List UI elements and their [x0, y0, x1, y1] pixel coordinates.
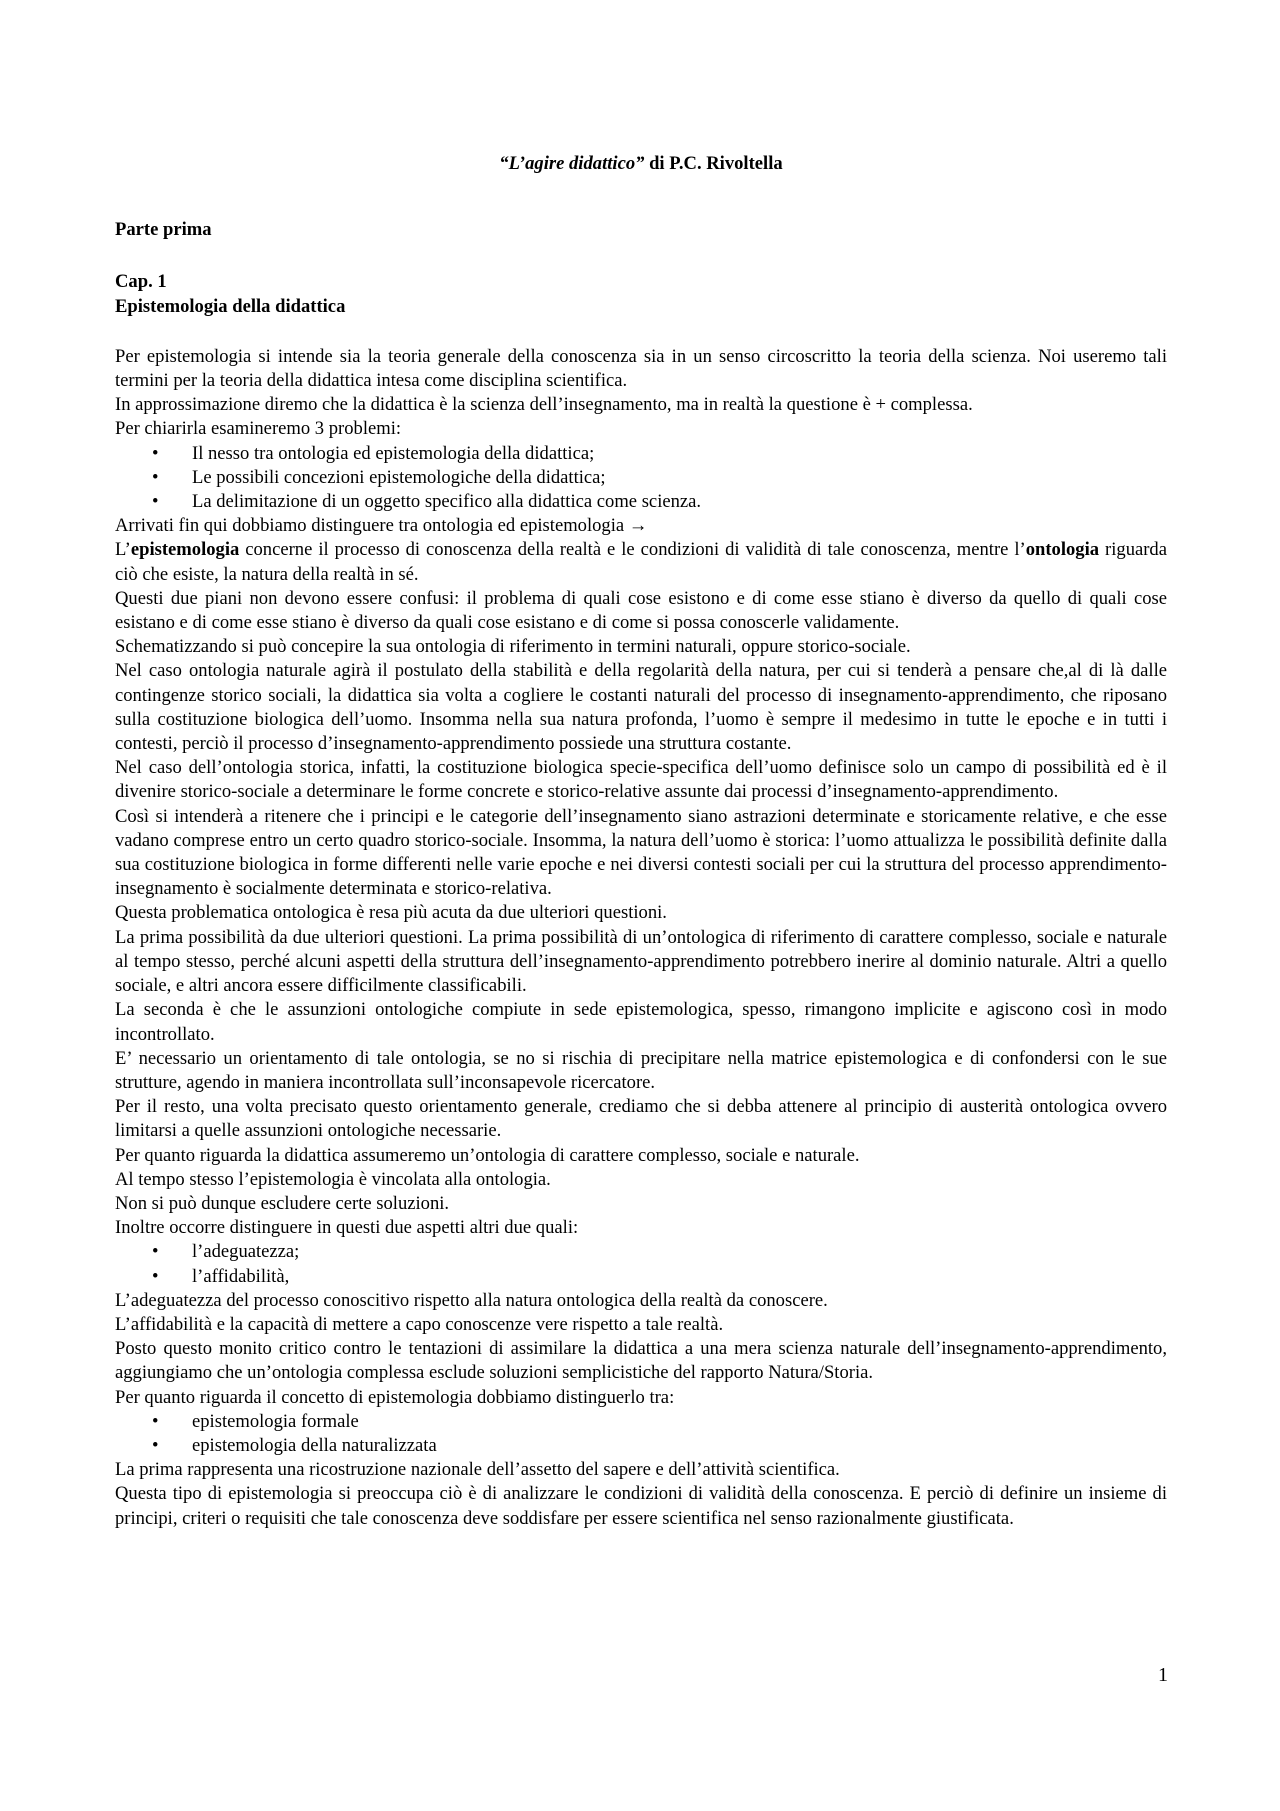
paragraph: E’ necessario un orientamento di tale ontologia, se no si rischia di precipitare nella matrice epistemologica e di confondersi con le sue strutture, agendo in maniera incontrollata sull’inconsapevole ricercatore.: [115, 1047, 1167, 1093]
paragraph: Posto questo monito critico contro le tentazioni di assimilare la didattica a una mera scienza naturale dell’insegnamento-apprendimento, aggiungiamo che un’ontologia complessa esclude soluzioni semplicistiche del rapporto Natura/Storia.: [115, 1338, 1167, 1384]
list-item: • l’affidabilità,: [115, 1265, 1167, 1289]
paragraph: Questa problematica ontologica è resa più acuta da due ulteriori questioni.: [115, 902, 667, 924]
paragraph: Per epistemologia si intende sia la teoria generale della conoscenza sia in un senso circoscritto la teoria della scienza. Noi useremo tali termini per la teoria della didattica intesa come disciplina scientifica.: [115, 345, 1167, 392]
paragraph: Per il resto, una volta precisato questo orientamento generale, crediamo che si debba attenere al principio di austerità ontologica ovvero limitarsi a quelle assunzioni ontologiche necessarie.: [115, 1096, 1167, 1142]
paragraph: Schematizzando si può concepire la sua ontologia di riferimento in termini naturali, oppure storico-sociale.: [115, 636, 911, 658]
paragraph: Questi due piani non devono essere confusi: il problema di quali cose esistono e di come esse stiano è diverso da quello di quali cose esistano e di come esse stiano è diverso da quali cose esistano e di come si possa conoscerle validamente.: [115, 587, 1167, 634]
paragraph: Questa tipo di epistemologia si preoccupa ciò è di analizzare le condizioni di validità della conoscenza. E perciò di definire un insieme di principi, criteri o requisiti che tale conoscenza deve soddisfare per essere scientifica nel senso razionalmente giustificata.: [115, 1483, 1167, 1529]
list-item: • epistemologia formale: [115, 1410, 1167, 1434]
paragraph: Al tempo stesso l’epistemologia è vincolata alla ontologia.: [115, 1168, 551, 1190]
paragraph: La prima possibilità da due ulteriori questioni. La prima possibilità di un’ontologica di riferimento di carattere complesso, sociale e naturale al tempo stesso, perché alcuni aspetti della struttura dell’insegnamento-apprendimento potrebbero inerire al dominio naturale. Altri a quello sociale, e altri ancora essere difficilmente classificabili.: [115, 926, 1167, 997]
paragraph: Per chiarirla esamineremo 3 problemi:: [115, 418, 402, 440]
paragraph: In approssimazione diremo che la didattica è la scienza dell’insegnamento, ma in realtà la questione è + complessa.: [115, 394, 973, 416]
list-item: • Il nesso tra ontologia ed epistemologia della didattica;: [115, 442, 1167, 466]
paragraph: Per quanto riguarda la didattica assumeremo un’ontologia di carattere complesso, sociale e naturale.: [115, 1144, 860, 1166]
paragraph: Non si può dunque escludere certe soluzioni.: [115, 1192, 450, 1214]
list-item: • epistemologia della naturalizzata: [115, 1434, 1167, 1458]
paragraph: Così si intenderà a ritenere che i principi e le categorie dell’insegnamento siano astrazioni determinate e storicamente relative, e che esse vadano comprese entro un certo quadro storico-sociale. Insomma, la natura dell’uomo è storica: l’uomo attualizza le possibilità definite dalla sua costituzione biologica in forme differenti nelle varie epoche e nei diversi contesti sociali per cui la struttura del processo apprendimento-insegnamento è socialmente determinata e storico-relativa.: [115, 805, 1167, 900]
title-rest: di P.C. Rivoltella: [644, 153, 783, 174]
bold-term-ontologia: ontologia: [1025, 539, 1100, 561]
text-run: riguarda ciò che esiste, la natura della realtà in sé.: [115, 539, 1167, 585]
problems-list: [115, 442, 1167, 515]
paragraph: Per quanto riguarda il concetto di epistemologia dobbiamo distinguerlo tra:: [115, 1386, 675, 1408]
bold-term-epistemologia: epistemologia: [130, 539, 240, 561]
paragraph: La seconda è che le assunzioni ontologiche compiute in sede epistemologica, spesso, rimangono implicite e agiscono così in modo incontrollato.: [115, 999, 1167, 1045]
part-heading: Parte prima: [115, 219, 212, 241]
paragraph: L’adeguatezza del processo conoscitivo rispetto alla natura ontologica della realtà da conoscere.: [115, 1289, 828, 1311]
document-title: [115, 152, 1167, 176]
page-number: 1: [1158, 1664, 1168, 1686]
paragraph: Inoltre occorre distinguere in questi due aspetti altri due quali:: [115, 1217, 579, 1239]
list-item: • l’adeguatezza;: [115, 1240, 1167, 1264]
epistemologies-list: [115, 1410, 1167, 1458]
paragraph: Nel caso ontologia naturale agirà il postulato della stabilità e della regolarità della natura, per cui si tenderà a pensare che,al di là dalle contingenze storico sociali, la didattica sia volta a cogliere le costanti naturali del processo di insegnamento-apprendimento, che riposano sulla costituzione biologica dell’uomo. Insomma nella sua natura profonda, l’uomo è sempre il medesimo in tutte le epoche e in tutti i contesti, perciò il processo d’insegnamento-apprendimento possiede una struttura costante.: [115, 660, 1167, 755]
paragraph: [115, 538, 1167, 586]
paragraph: Nel caso dell’ontologia storica, infatti, la costituzione biologica specie-specifica dell’uomo definisce solo un campo di possibilità ed è il divenire storico-sociale a determinare le forme concrete e storico-relative assunte dai processi d’insegnamento-apprendimento.: [115, 757, 1167, 803]
chapter-number: Cap. 1: [115, 271, 167, 293]
chapter-title: Epistemologia della didattica: [115, 295, 346, 317]
list-item: • La delimitazione di un oggetto specifico alla didattica come scienza.: [115, 490, 1167, 514]
paragraph: Arrivati fin qui dobbiamo distinguere tra ontologia ed epistemologia →: [115, 515, 648, 537]
page-content: [115, 152, 1167, 1531]
title-italic: “L’agire didattico”: [499, 153, 645, 174]
text-run: L’: [115, 539, 131, 561]
list-item: • Le possibili concezioni epistemologiche della didattica;: [115, 466, 1167, 490]
paragraph: L’affidabilità e la capacità di mettere a capo conoscenze vere rispetto a tale realtà.: [115, 1313, 724, 1335]
text-run: concerne il processo di conoscenza della realtà e le condizioni di validità di tale conoscenza, mentre l’: [239, 539, 1026, 561]
aspects-list: [115, 1240, 1167, 1288]
paragraph: La prima rappresenta una ricostruzione nazionale dell’assetto del sapere e dell’attività scientifica.: [115, 1459, 840, 1481]
